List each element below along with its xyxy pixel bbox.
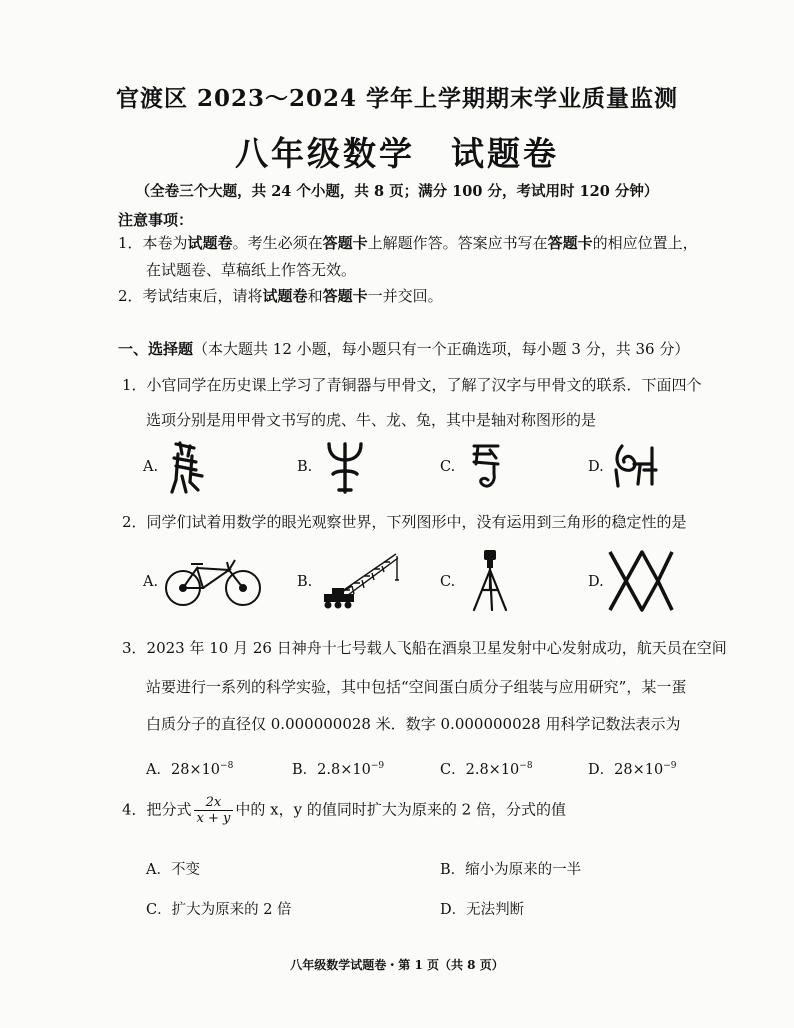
notice-bold: 答题卡: [547, 234, 593, 252]
notice-text: 的相应位置上，: [592, 234, 698, 252]
notice-item-1-cont: 在试题卷、草稿纸上作答无效。: [146, 261, 357, 279]
option-label: D．: [588, 762, 615, 778]
q4-suffix: 中的 x，y 的值同时扩大为原来的 2 倍，分式的值: [235, 800, 566, 819]
notice-heading: 注意事项：: [118, 211, 194, 229]
q4-option-c: C．扩大为原来的 2 倍: [146, 902, 292, 918]
q2-line-1: 2．同学们试着用数学的眼光观察世界，下列图形中，没有运用到三角形的稳定性的是: [122, 513, 687, 531]
option-label: A．: [146, 762, 171, 778]
crane-figure: [318, 550, 402, 612]
q4-prefix: 4．把分式: [122, 800, 192, 819]
bicycle-figure: [163, 556, 263, 608]
notice-text: 一并交回。: [367, 287, 443, 305]
q1-line-1: 1．小官同学在历史课上学习了青铜器与甲骨文，了解了汉字与甲骨文的联系．下面四个: [122, 376, 702, 394]
q2-option-a-label: A.: [143, 574, 159, 590]
q3-option-a: [146, 758, 233, 779]
paper-title: 八年级数学 试题卷: [235, 134, 559, 173]
q1-option-a-label: A.: [143, 459, 159, 475]
oracle-tiger-figure: [168, 440, 204, 495]
q2-option-d-label: D.: [588, 574, 604, 590]
notice-text: 上解题作答。答案应书写在: [367, 234, 548, 252]
q3-option-c: [440, 758, 533, 779]
notice-item-1: [118, 232, 698, 253]
fraction-denominator: x + y: [194, 810, 234, 826]
q2-option-b-label: B.: [297, 574, 313, 590]
q3-option-b: [292, 758, 384, 779]
q4-line-1: [122, 795, 566, 826]
oracle-ox-figure: [325, 440, 365, 496]
notice-text: 。考生必须在: [232, 234, 323, 252]
section-label: 一、选择题: [118, 340, 194, 358]
q1-line-2: 选项分别是用甲骨文书写的虎、牛、龙、兔，其中是轴对称图形的是: [146, 411, 597, 429]
option-value: 2.8×10: [465, 762, 520, 778]
q4-option-d: D．无法判断: [440, 902, 525, 918]
notice-text: 1．本卷为: [118, 234, 188, 252]
option-exponent: −9: [370, 761, 385, 772]
option-exponent: −8: [220, 761, 234, 772]
option-value: 28×10: [614, 762, 664, 778]
option-value: 2.8×10: [317, 762, 371, 778]
q2-option-c-label: C.: [440, 574, 456, 590]
page-footer: 八年级数学试题卷・第 1 页（共 8 页）: [290, 958, 504, 972]
option-exponent: −9: [663, 761, 677, 772]
section-1-heading: [118, 338, 689, 359]
option-label: B．: [292, 762, 318, 778]
oracle-dragon-figure: [468, 440, 508, 496]
tripod-figure: [470, 548, 510, 612]
notice-bold: 试题卷: [187, 234, 233, 252]
exam-info: （全卷三个大题，共 24 个小题，共 8 页；满分 100 分，考试用时 120 分钟）: [135, 183, 659, 200]
notice-item-2: [118, 285, 443, 306]
notice-text: 2．考试结束后，请将: [118, 287, 263, 305]
option-label: C．: [440, 762, 466, 778]
q4-option-b: B．缩小为原来的一半: [440, 862, 582, 878]
q1-option-d-label: D.: [588, 459, 604, 475]
exam-title: 官渡区 2023～2024 学年上学期期末学业质量监测: [115, 85, 679, 112]
q3-line-3: 白质分子的直径仅 0.000000028 米．数字 0.000000028 用科学记数法表示为: [146, 715, 681, 733]
notice-text: 和: [307, 287, 323, 305]
q4-option-a: A．不变: [146, 862, 200, 878]
q3-line-2: 站要进行一系列的科学实验，其中包括“空间蛋白质分子组装与应用研究”，某一蛋: [146, 678, 687, 696]
oracle-rabbit-figure: [612, 440, 660, 494]
notice-bold: 答题卡: [322, 287, 368, 305]
q4-fraction: [194, 795, 234, 826]
fraction-numerator: 2x: [205, 795, 222, 810]
q3-line-1: 3．2023 年 10 月 26 日神舟十七号载人飞船在酒泉卫星发射中心发射成功，航天员在空间: [122, 639, 727, 657]
lattice-gate-figure: [608, 550, 674, 612]
q3-option-d: [588, 758, 676, 779]
notice-bold: 答题卡: [322, 234, 368, 252]
option-exponent: −8: [519, 761, 533, 772]
section-desc: （本大题共 12 小题，每小题只有一个正确选项，每小题 3 分，共 36 分）: [193, 340, 690, 358]
q1-option-c-label: C.: [440, 459, 456, 475]
notice-bold: 试题卷: [262, 287, 308, 305]
option-value: 28×10: [170, 762, 221, 778]
q1-option-b-label: B.: [297, 459, 313, 475]
